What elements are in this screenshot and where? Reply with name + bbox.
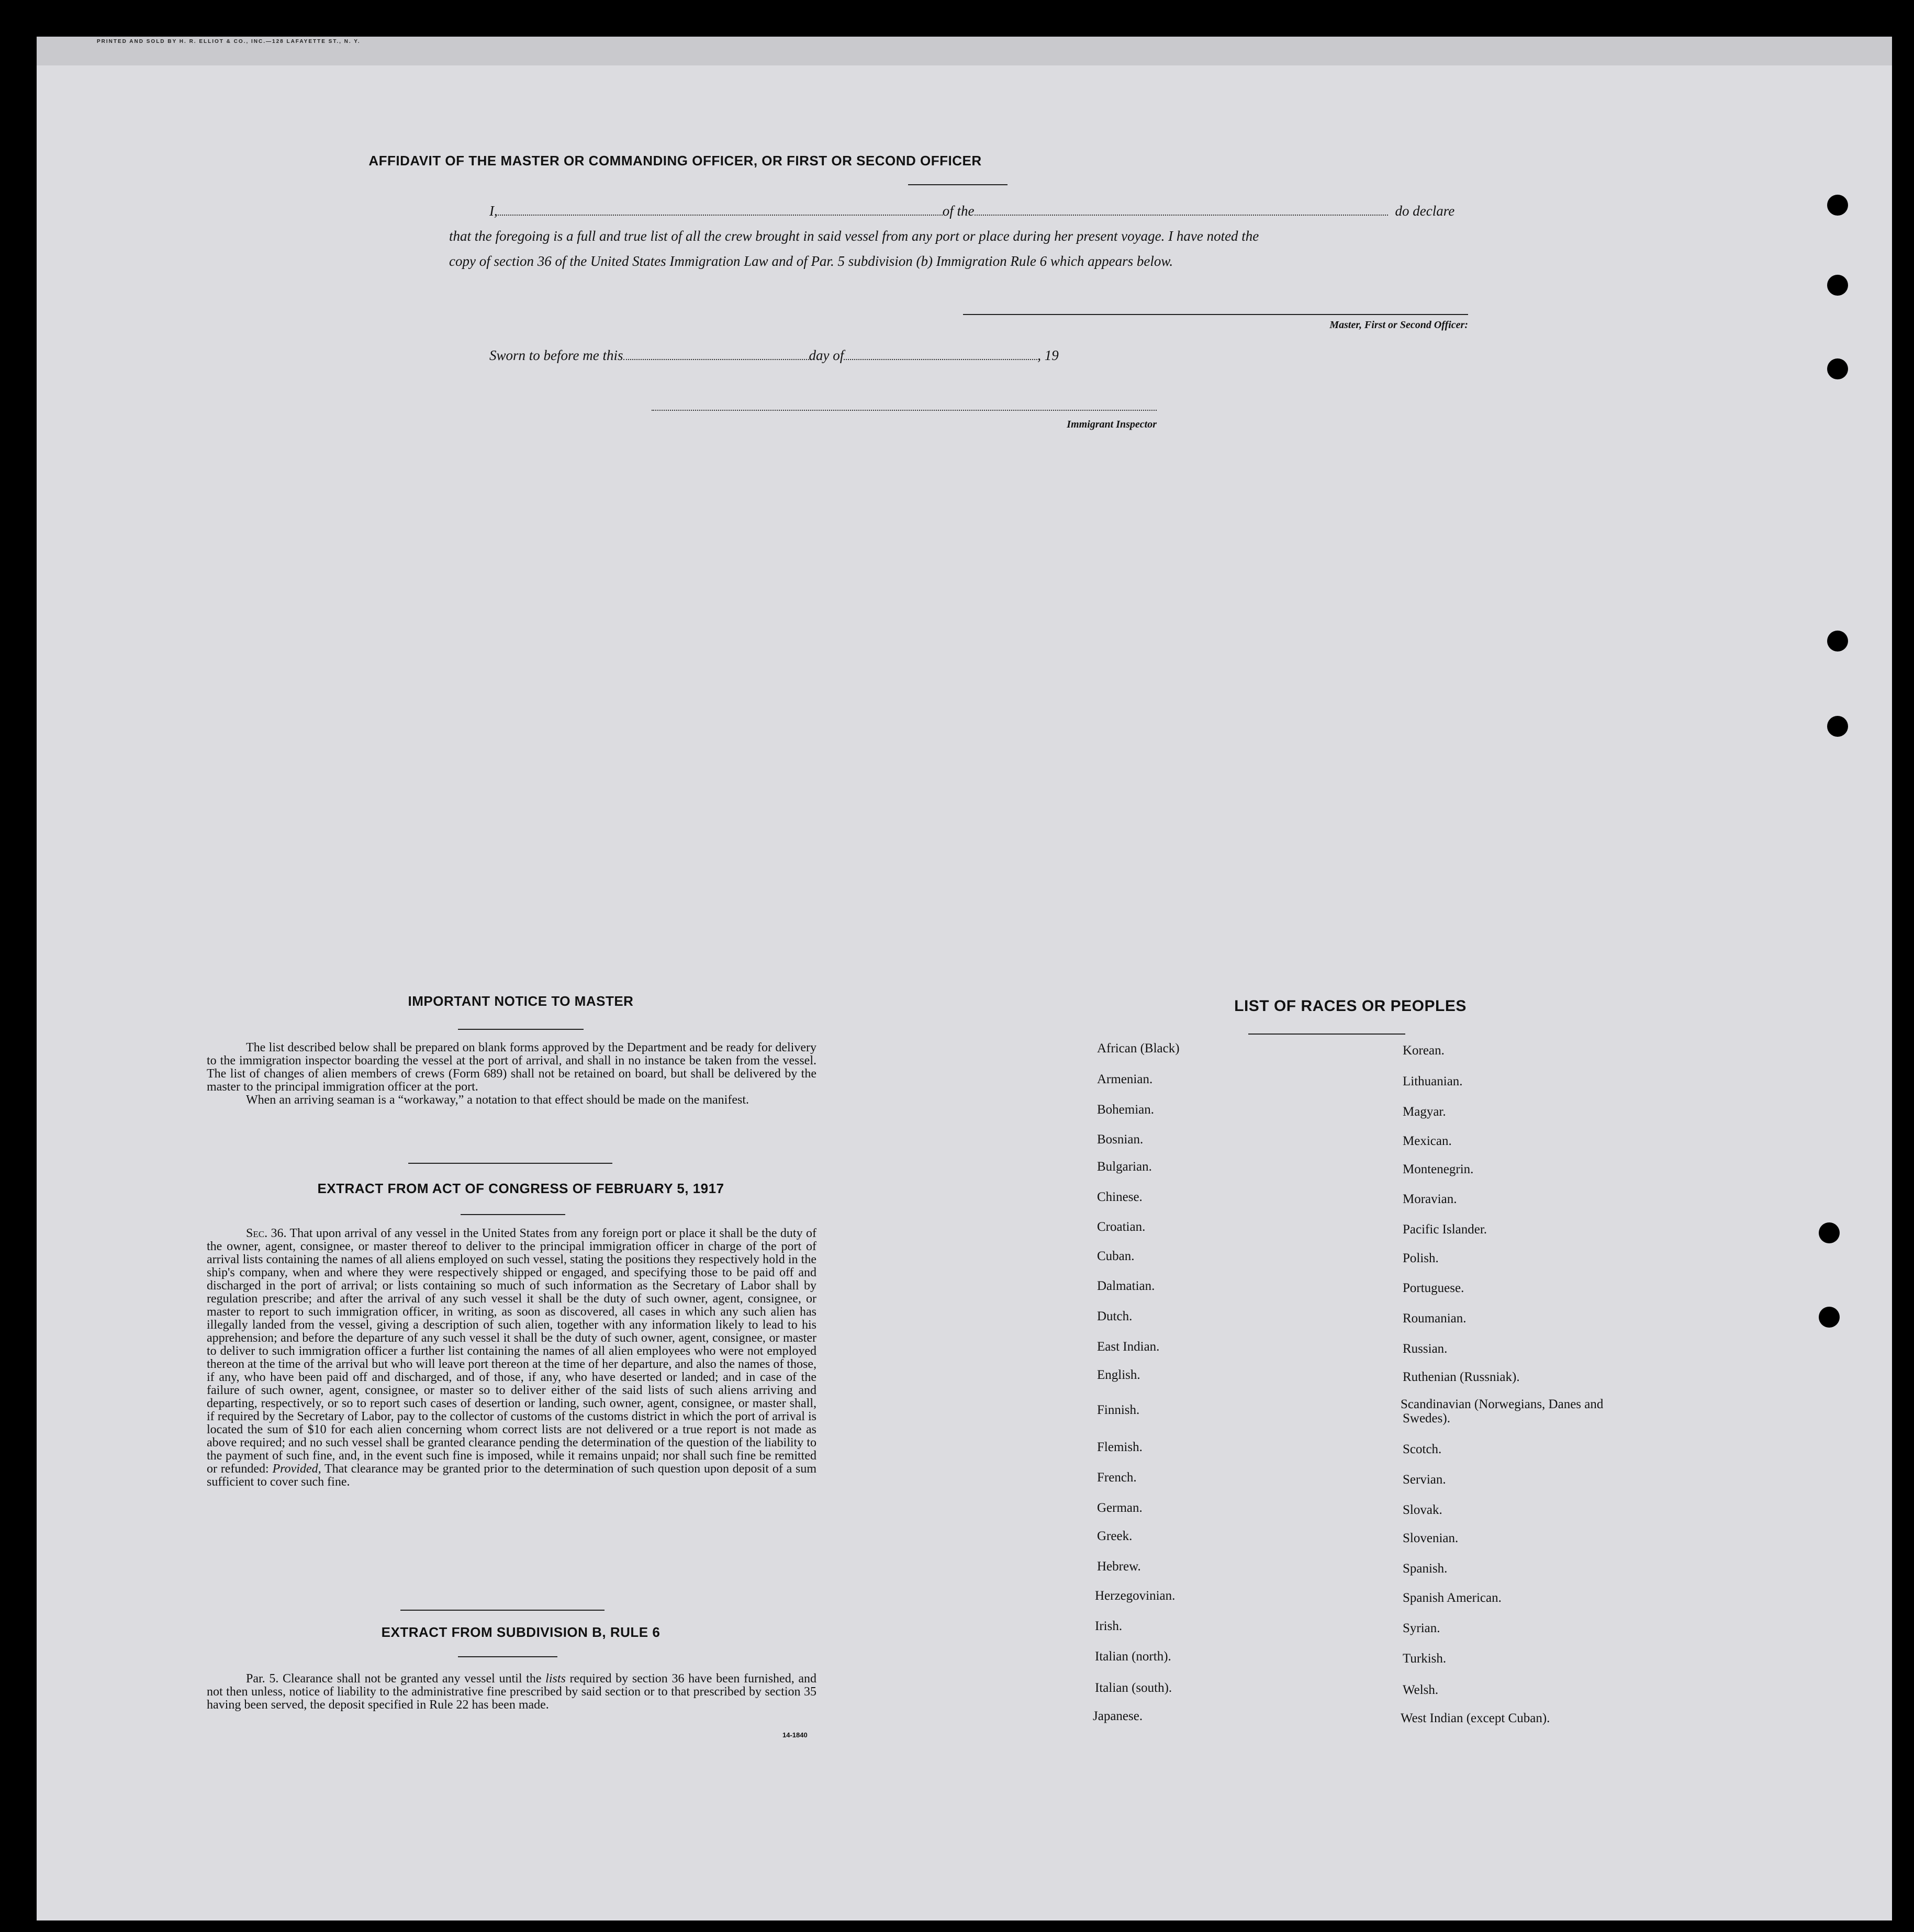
divider	[908, 184, 1008, 185]
notice-body	[207, 1041, 816, 1107]
race-item: Lithuanian.	[1403, 1074, 1463, 1088]
race-item: Russian.	[1403, 1342, 1448, 1356]
divider	[458, 1029, 584, 1030]
race-item: Roumanian.	[1403, 1311, 1467, 1326]
race-item: Slovenian.	[1403, 1531, 1459, 1545]
extract2-text-a: Par. 5. Clearance shall not be granted any vessel until the	[246, 1672, 542, 1686]
race-item: Bosnian.	[1097, 1132, 1144, 1147]
race-item: Montenegrin.	[1403, 1162, 1474, 1176]
race-item: Spanish American.	[1403, 1591, 1502, 1605]
race-item: Portuguese.	[1403, 1281, 1464, 1295]
extract2-title: EXTRACT FROM SUBDIVISION B, RULE 6	[381, 1624, 661, 1640]
year-label: , 19	[1037, 347, 1059, 363]
race-item: Slovak.	[1403, 1503, 1442, 1517]
divider	[400, 1610, 605, 1611]
race-item: German.	[1097, 1501, 1143, 1515]
race-item: Mexican.	[1403, 1134, 1452, 1148]
binder-hole-icon	[1827, 716, 1848, 737]
race-item: Armenian.	[1097, 1072, 1153, 1086]
extract1-title: EXTRACT FROM ACT OF CONGRESS OF FEBRUARY 5, 1917	[317, 1181, 724, 1196]
race-item: French.	[1097, 1470, 1137, 1485]
race-item: Moravian.	[1403, 1192, 1457, 1206]
race-item: Finnish.	[1097, 1403, 1140, 1417]
affidavit-title: AFFIDAVIT OF THE MASTER OR COMMANDING OFFICER, OR FIRST OR SECOND OFFICER	[368, 153, 982, 169]
printer-line: PRINTED AND SOLD BY H. R. ELLIOT & CO., INC.—128 LAFAYETTE ST., N. Y.	[97, 39, 361, 44]
of-the-label: of the	[942, 203, 975, 219]
races-title: LIST OF RACES OR PEOPLES	[1234, 997, 1467, 1015]
binder-hole-icon	[1819, 1222, 1840, 1243]
binder-hole-icon	[1827, 275, 1848, 296]
race-item: Servian.	[1403, 1473, 1446, 1487]
notice-paragraph-2: When an arriving seaman is a “workaway,” a notation to that effect should be made on the manifest.	[246, 1093, 749, 1107]
race-item: African (Black)	[1097, 1041, 1180, 1055]
race-item: Turkish.	[1403, 1652, 1447, 1666]
race-item: Italian (south).	[1095, 1681, 1172, 1695]
binder-hole-icon	[1827, 195, 1848, 216]
race-item: East Indian.	[1097, 1340, 1160, 1354]
race-item: Ruthenian (Russniak).	[1403, 1370, 1520, 1384]
extract2-text-b: required by section 36 have been furnished, and not then unless, notice of liability to the administrative fine prescribed by said section or to that prescribed by section 35 having been served, the deposit specified in Rule 22 has been made.	[207, 1672, 817, 1712]
race-item: Japanese.	[1093, 1709, 1143, 1723]
divider	[458, 1656, 557, 1657]
race-item: Irish.	[1095, 1619, 1123, 1633]
affidavit-line-3: copy of section 36 of the United States Immigration Law and of Par. 5 subdivision (b) Immigration Rule 6 which appears below.	[449, 253, 1173, 269]
extract1-text: That upon arrival of any vessel in the United States from any foreign port or place it shall be the duty of the owner, agent, consignee, or master thereof to deliver to the principal immigration officer in charge of the port of arrival lists containing the names of all aliens employed on such vessel, stating the positions they respectively hold in the ship's company, when and where they were respectively shipped or engaged, and specifying those to be paid off and discharged in the port of arrival; or lists containing so much of such information as the Secretary of Labor shall by regulation prescribe; and after the arrival of any such vessel it shall be the duty of such owner, agent, consignee, or master to report to such immigration officer, in writing, as soon as discovered, all cases in which any such alien has illegally landed from the vessel, giving a description of such alien, together with any information likely to lead to his apprehension; and before the departure of any such vessel it shall be the duty of such owner, agent, consignee, or master to deliver to such immigration officer a further list containing the names of all alien employees who were not employed thereon at the time of the arrival but who will leave port thereon at the time of her departure, and also the names of those, if any, who have been paid off and discharged, and of those, if any, who have deserted or landed; and in case of the failure of such owner, agent, consignee, or master so to deliver either of the said lists of such aliens arriving and departing, respectively, or so to report such cases of desertion or landing, such owner, agent, consignee, or master shall, if required by the Secretary of Labor, pay to the collector of customs of the customs district in which the port of arrival is located the sum of $10 for each alien concerning whom correct lists are not delivered or a true report is not made as above required; and no such vessel shall be granted clearance pending the determination of the question of the liability to the payment of such fine, and, in the event such fine is imposed, while it remains unpaid; nor shall such fine be remitted or refunded:	[207, 1227, 816, 1476]
race-item: Cuban.	[1097, 1249, 1135, 1263]
race-item: Hebrew.	[1097, 1559, 1141, 1574]
race-item: Italian (north).	[1095, 1649, 1171, 1664]
notice-paragraph-1: The list described below shall be prepared on blank forms approved by the Department and be ready for delivery to the immigration inspector boarding the vessel at the port of arrival, and shall in no instance be taken from the vessel. The list of changes of alien members of crews (Form 689) shall not be retained on board, but shall be delivered by the master to the principal immigration officer at the port.	[207, 1041, 816, 1094]
extract1-text-end: That clearance may be granted prior to the determination of such question upon deposit of a sum sufficient to cover such fine.	[207, 1462, 817, 1489]
sworn-line	[489, 347, 1059, 364]
affidavit-declaration-line	[489, 203, 1473, 219]
divider	[1248, 1034, 1405, 1035]
race-item: Bohemian.	[1097, 1103, 1155, 1117]
race-item: Herzegovinian.	[1095, 1589, 1176, 1603]
section-label: Sec. 36.	[246, 1227, 287, 1240]
affidavit-i-label: I,	[489, 203, 498, 219]
form-number: 14-1840	[782, 1731, 808, 1739]
race-item: Scandinavian (Norwegians, Danes and Swedes).	[1401, 1397, 1604, 1425]
extract2-body	[207, 1672, 816, 1712]
race-item: Greek.	[1097, 1529, 1133, 1543]
signature-line[interactable]	[963, 314, 1468, 315]
binder-hole-icon	[1827, 358, 1848, 379]
day-field[interactable]	[623, 358, 809, 360]
affidavit-line-2: that the foregoing is a full and true list of all the crew brought in said vessel from any port or place during her present voyage. I have noted the	[449, 228, 1259, 244]
inspector-line[interactable]	[652, 410, 1157, 411]
provided-word: Provided,	[272, 1462, 321, 1476]
binder-hole-icon	[1819, 1307, 1840, 1328]
race-item: Croatian.	[1097, 1220, 1146, 1234]
extract1-body	[207, 1227, 816, 1489]
race-item: Dutch.	[1097, 1309, 1133, 1323]
race-item: Welsh.	[1403, 1683, 1439, 1697]
binder-hole-icon	[1827, 631, 1848, 652]
signature-label: Master, First or Second Officer:	[1329, 319, 1468, 331]
race-item: Syrian.	[1403, 1621, 1440, 1635]
race-item: Bulgarian.	[1097, 1160, 1152, 1174]
race-item: Magyar.	[1403, 1105, 1446, 1119]
race-item: Flemish.	[1097, 1440, 1143, 1454]
race-item: Scotch.	[1403, 1442, 1442, 1456]
sworn-label: Sworn to before me this	[489, 347, 623, 363]
race-item: Spanish.	[1403, 1562, 1448, 1576]
month-field[interactable]	[844, 358, 1037, 360]
name-field[interactable]	[498, 214, 943, 216]
divider	[408, 1163, 612, 1164]
inspector-label: Immigrant Inspector	[1067, 419, 1157, 430]
race-item: English.	[1097, 1368, 1140, 1382]
race-item: Korean.	[1403, 1043, 1445, 1058]
race-item: West Indian (except Cuban).	[1401, 1711, 1550, 1725]
notice-title: IMPORTANT NOTICE TO MASTER	[408, 993, 634, 1009]
race-item: Polish.	[1403, 1251, 1439, 1265]
race-item: Pacific Islander.	[1403, 1222, 1487, 1237]
race-item: Dalmatian.	[1097, 1279, 1155, 1293]
do-declare-label: do declare	[1395, 203, 1455, 219]
race-item: Chinese.	[1097, 1190, 1143, 1204]
vessel-field[interactable]	[975, 214, 1388, 216]
divider	[461, 1214, 565, 1215]
day-of-label: day of	[809, 347, 844, 363]
lists-word: lists	[545, 1672, 566, 1686]
